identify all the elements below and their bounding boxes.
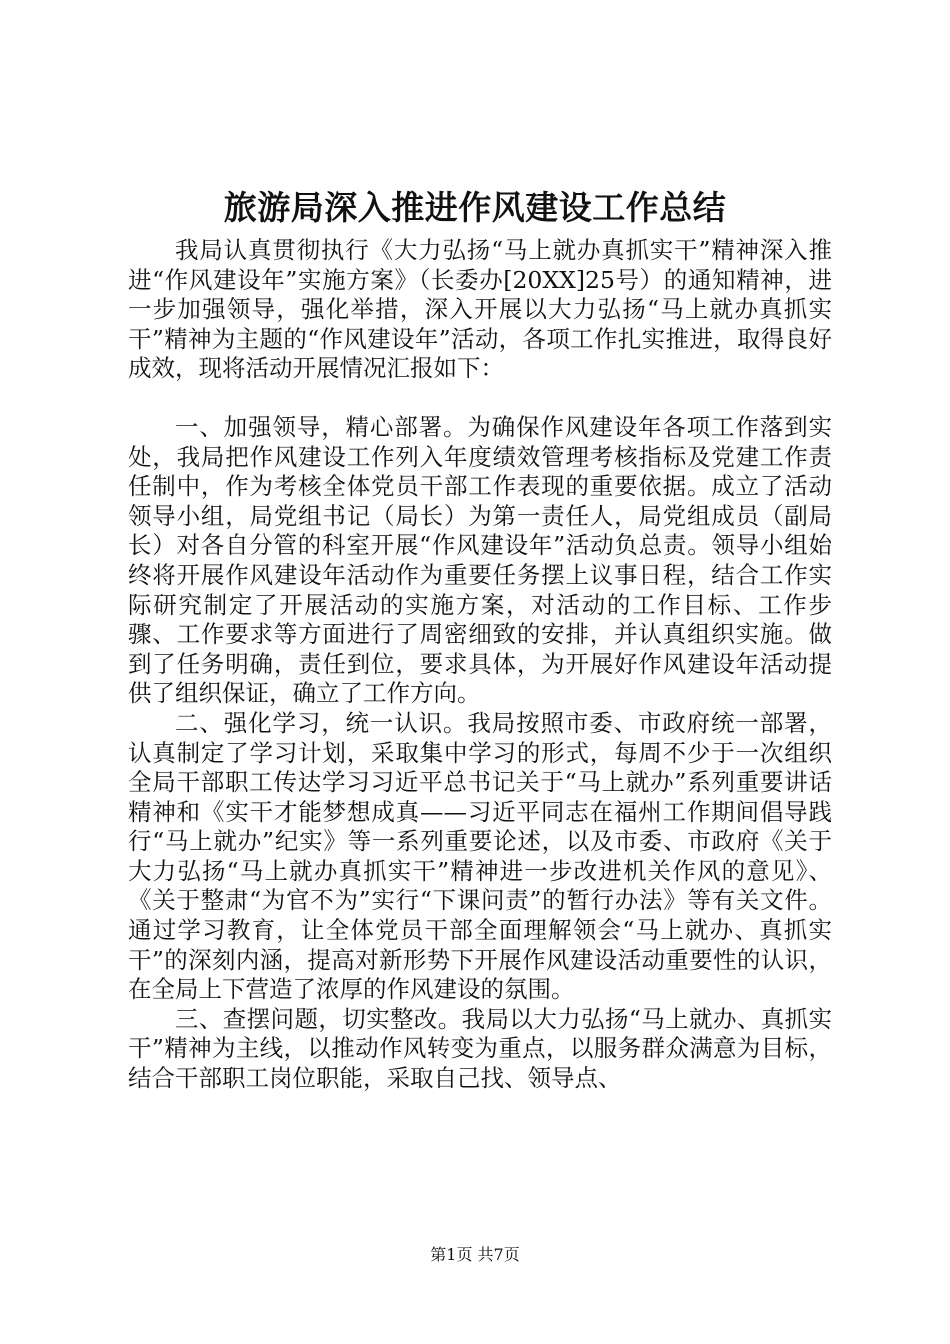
page-number-footer: 第1页 共7页 [430,1245,520,1264]
intro-paragraph: 我局认真贯彻执行《大力弘扬“马上就办真抓实干”精神深入推进“作风建设年”实施方案》（长委办[20XX]25号）的通知精神，进一步加强领导，强化举措，深入开展以大力弘扬“马上就办真抓实干”精神为主题的“作风建设年”活动，各项工作扎实推进，取得良好成效，现将活动开展情况汇报如下： [128,236,832,383]
section-1-paragraph: 一、加强领导，精心部署。为确保作风建设年各项工作落到实处，我局把作风建设工作列入年度绩效管理考核指标及党建工作责任制中，作为考核全体党员干部工作表现的重要依据。成立了活动领导小组，局党组书记（局长）为第一责任人，局党组成员（副局长）对各自分管的科室开展“作风建设年”活动负总责。领导小组始终将开展作风建设年活动作为重要任务摆上议事日程，结合工作实际研究制定了开展活动的实施方案，对活动的工作目标、工作步骤、工作要求等方面进行了周密细致的安排，并认真组织实施。做到了任务明确，责任到位，要求具体，为开展好作风建设年活动提供了组织保证，确立了工作方向。 [128,412,832,708]
document-title: 旅游局深入推进作风建设工作总结 [223,188,727,227]
document-body [128,236,832,1094]
section-3-paragraph: 三、查摆问题，切实整改。我局以大力弘扬“马上就办、真抓实干”精神为主线，以推动作风转变为重点，以服务群众满意为目标，结合干部职工岗位职能，采取自己找、领导点、 [128,1004,832,1093]
section-2-paragraph: 二、强化学习，统一认识。我局按照市委、市政府统一部署，认真制定了学习计划，采取集中学习的形式，每周不少于一次组织全局干部职工传达学习习近平总书记关于“马上就办”系列重要讲话精神和《实干才能梦想成真——习近平同志在福州工作期间倡导践行“马上就办”纪实》等一系列重要论述，以及市委、市政府《关于大力弘扬“马上就办真抓实干”精神进一步改进机关作风的意见》、《关于整肃“为官不为”实行“下课问责”的暂行办法》等有关文件。通过学习教育，让全体党员干部全面理解领会“马上就办、真抓实干”的深刻内涵，提高对新形势下开展作风建设活动重要性的认识，在全局上下营造了浓厚的作风建设的氛围。 [128,708,832,1004]
